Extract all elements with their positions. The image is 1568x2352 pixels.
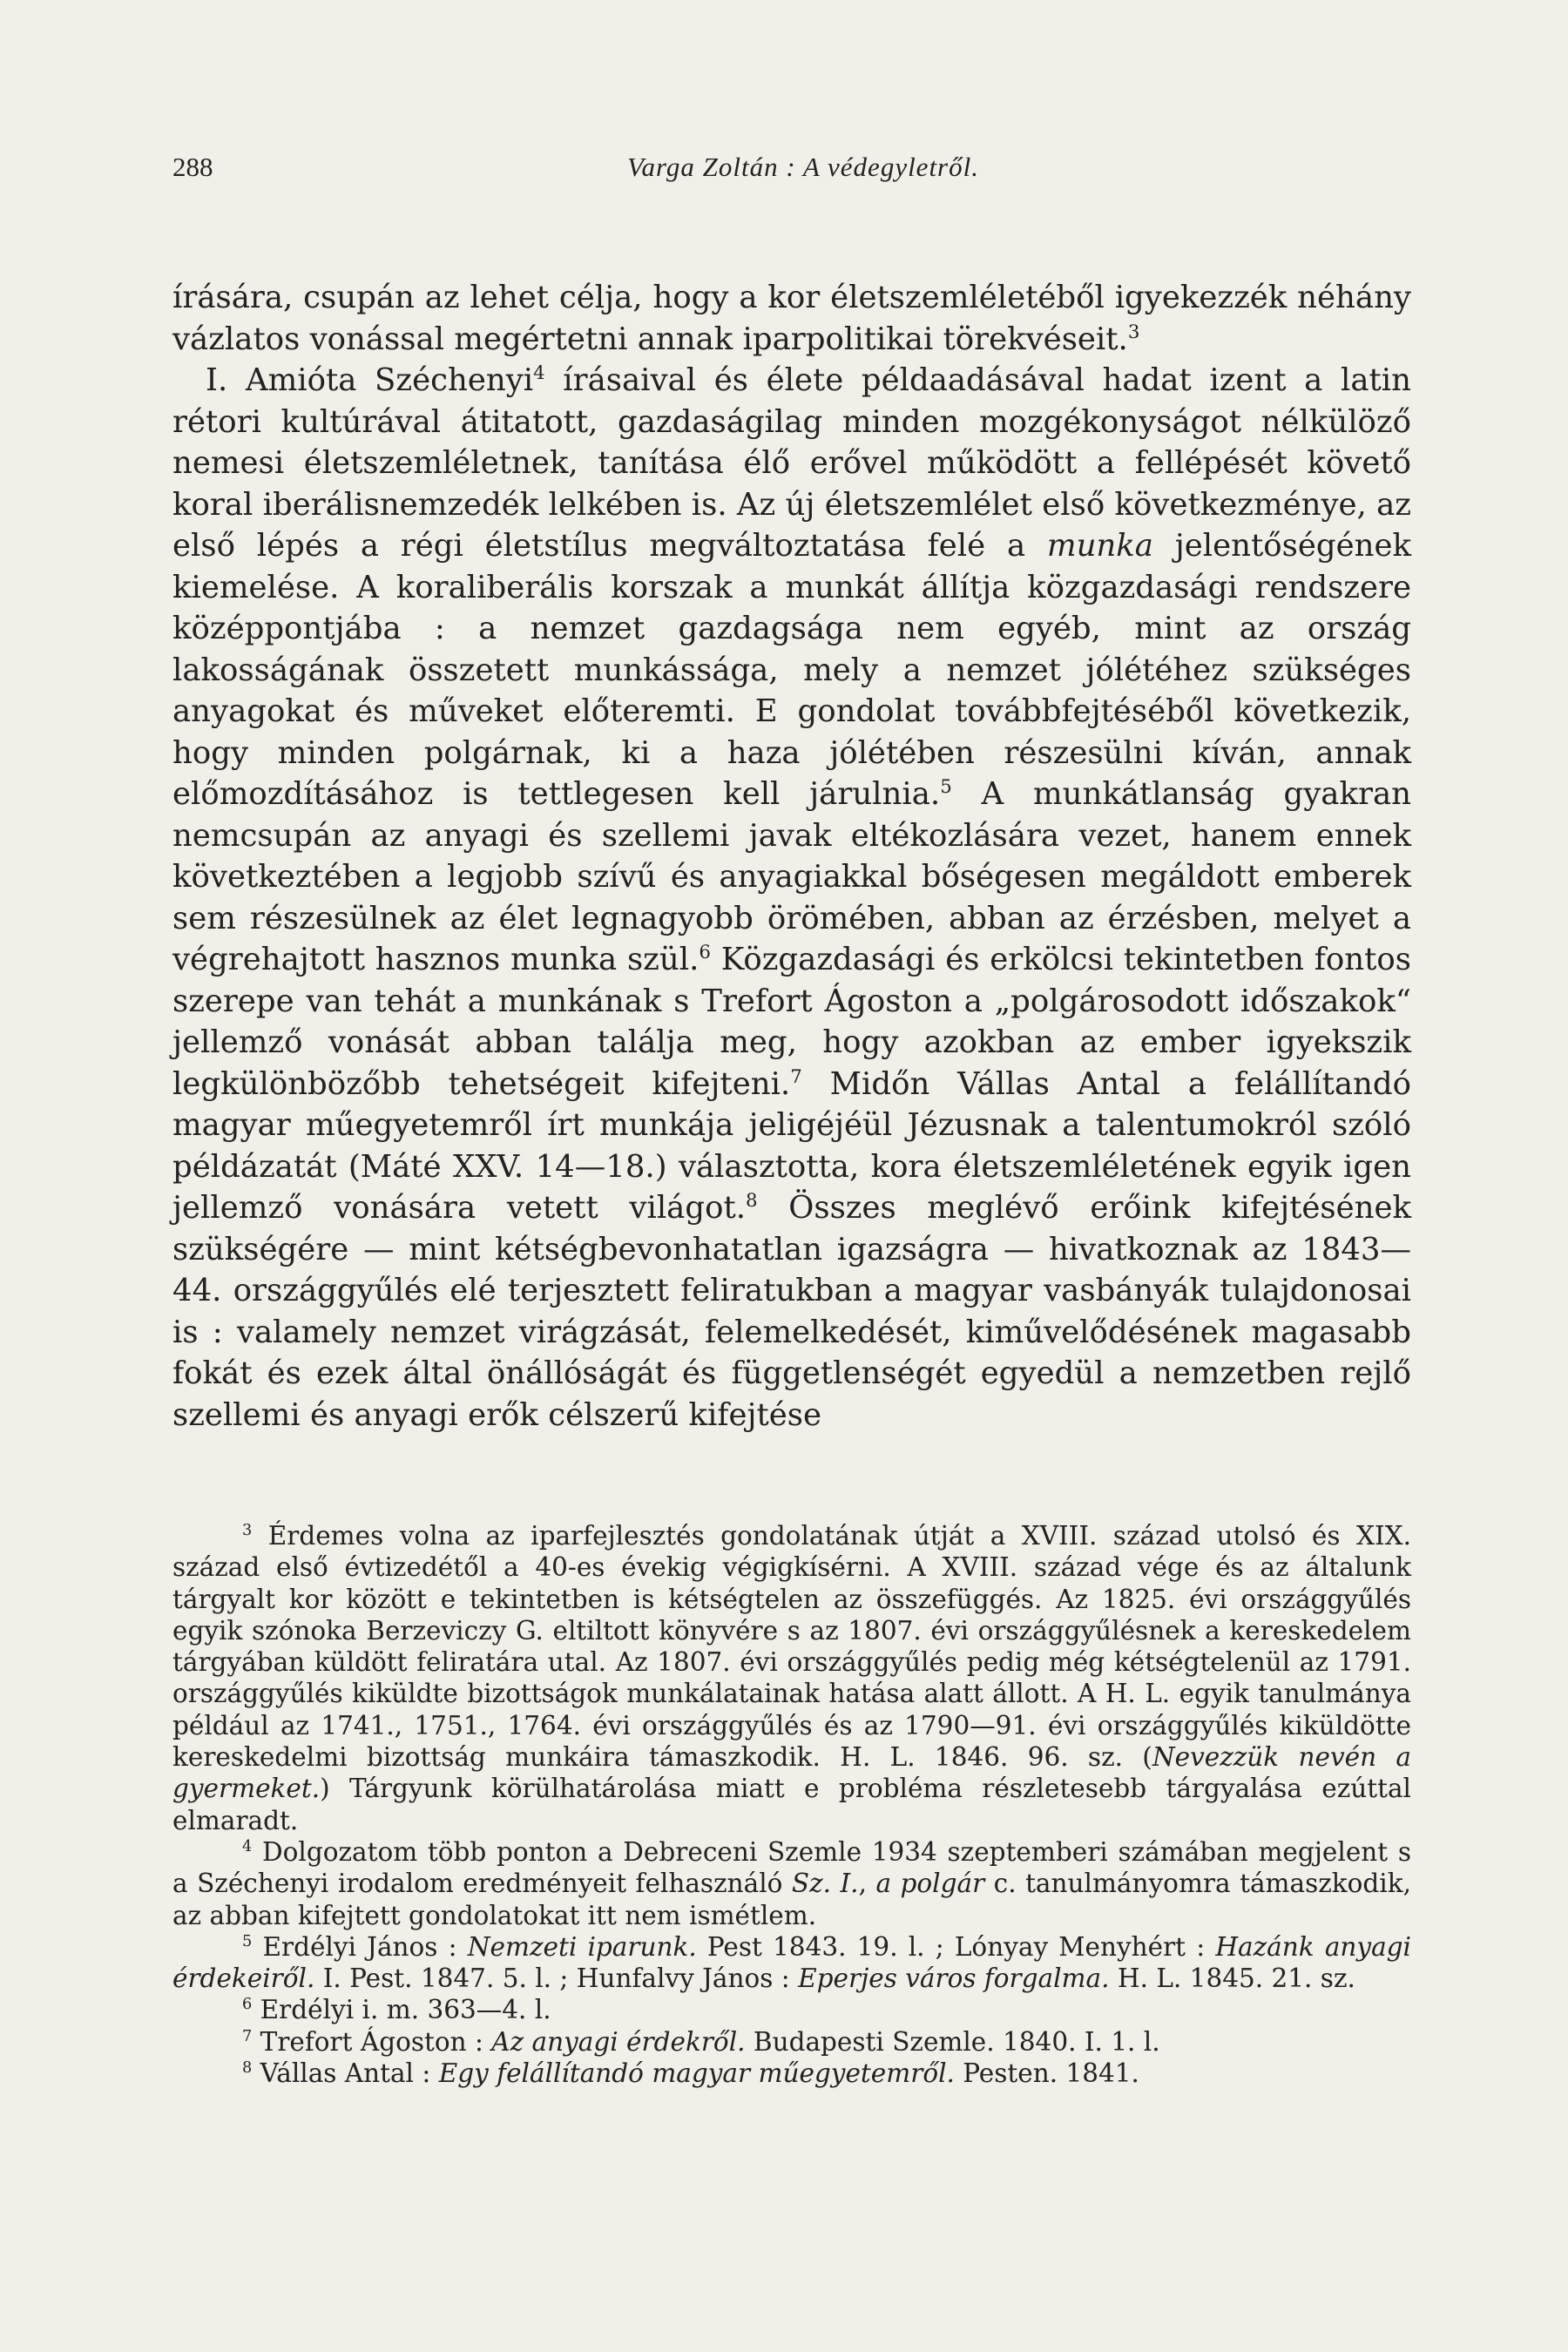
footnote-ref-3: 3: [1127, 321, 1140, 343]
footnote-ref-7: 7: [790, 1065, 802, 1088]
footnote-5: $^5$ Erdélyi János : Nemzeti iparunk. Pest 1843. 19. l. ; Lónyay Menyhért : Hazánk anyagi érdekeiről. I. Pest. 1847. 5. l. ; Hunfalvy János : Eperjes város forgalma. H. L. 1845. 21. sz.: [172, 1931, 1411, 1994]
footnote-ref-6: 6: [699, 942, 711, 964]
footnotes: [172, 1520, 1411, 2089]
paragraph-1: írására, csupán az lehet célja, hogy a kor életszemléletéből igyekezzék néhány vázlatos vonással megértetni annak iparpolitikai törekvéseit.$^3$: [172, 280, 1411, 357]
emphasis-munka: munka: [1046, 528, 1153, 564]
footnote-4: $^4$ Dolgozatom több ponton a Debreceni Szemle 1934 szeptemberi számában megjelent s a Széchenyi irodalom eredményeit felhasználó Sz. I., a polgár c. tanulmányomra támaszkodik, az abban kifejtett gondolatokat itt nem ismétlem.: [172, 1836, 1411, 1930]
footnote-7: $^7$ Trefort Ágoston : Az anyagi érdekről. Budapesti Szemle. 1840. I. 1. l.: [242, 2026, 1160, 2057]
footnote-ref-5: 5: [940, 776, 952, 799]
page-number: 288: [172, 152, 213, 182]
footnote-ref-4: 4: [533, 362, 545, 385]
page-header: [172, 152, 1434, 195]
running-head: Varga Zoltán : A védegyletről.: [627, 152, 979, 182]
footnote-3: $^3$ Érdemes volna az iparfejlesztés gondolatának útját a XVIII. század utolsó és XIX. század első évtizedétől a 40-es évekig végigkísérni. A XVIII. század vége és az általunk tárgyalt kor között e tekintetben is kétségtelen az összefüggés. Az 1825. évi országgyűlés egyik szónoka Berzeviczy G. eltiltott könyvére s az 1807. évi országgyűlésnek a kereskedelem tárgyában küldött feliratára utal. Az 1807. évi országgyűlés pedig még kétségtelenül az 1791. országgyűlés kiküldte bizottságok munkálatainak hatása alatt állott. A H. L. egyik tanulmánya például az 1741., 1751., 1764. évi országgyűlés és az 1790—91. évi országgyűlés kiküldötte kereskedelmi bizottság munkáira támaszkodik. H. L. 1846. 96. sz. (Nevezzük nevén a gyermeket.) Tárgyunk körülhatárolása miatt e probléma részletesebb tárgyalása ezúttal elmaradt.: [172, 1521, 1411, 1835]
body-text: [172, 277, 1411, 1436]
footnote-ref-8: 8: [746, 1190, 758, 1213]
paragraph-2: I. Amióta Széchenyi$^4$ írásaival és élete példaadásával hadat izent a latin rétori kultúrával átitatott, gazdaságilag minden mozgékonyságot nélkülöző nemesi életszemléletnek, tanítása élő erővel működött a fellépését követő koral iberálisnemzedék lelkében is. Az új életszemlélet első következménye, az első lépés a régi életstílus megváltoztatása felé a munka jelentőségének kiemelése. A koraliberális korszak a munkát állítja közgazdasági rendszere középpontjába : a nemzet gazdagsága nem egyéb, mint az ország lakosságának összetett munkássága, mely a nemzet jólétéhez szükséges anyagokat és műveket előteremti. E gondolat továbbfejtéséből következik, hogy minden polgárnak, ki a haza jólétében részesülni kíván, annak előmozdításához is tettlegesen kell járulnia.$^5$ A munkátlanság gyakran nemcsupán az anyagi és szellemi javak eltékozlására vezet, hanem ennek következtében a legjobb szívű és anyagiakkal bőségesen megáldott emberek sem részesülnek az élet legnagyobb örömében, abban az érzésben, melyet a végrehajtott hasznos munka szül.$^6$ Közgazdasági és erkölcsi tekintetben fontos szerepe van tehát a munkának s Trefort Ágoston a „polgárosodott időszakok“ jellemző vonását abban találja meg, hogy azokban az ember igyekszik legkülönbözőbb tehetségeit kifejteni.$^7$ Midőn Vállas Antal a felállítandó magyar műegyetemről írt munkája jeligéjéül Jézusnak a talentumokról szóló példázatát (Máté XXV. 14—18.) választotta, kora életszemléletének egyik igen jellemző vonására vetett világot.$^8$ Összes meglévő erőink kifejtésének szükségére — mint kétségbevonhatatlan igazságra — hivatkoznak az 1843—44. országgyűlés elé terjesztett feliratukban a magyar vasbányák tulajdonosai is : valamely nemzet virágzását, felemelkedését, kiművelődésének magasabb fokát és ezek által önállóságát és függetlenségét egyedül a nemzetben rejlő szellemi és anyagi erők célszerű kifejtése: [172, 362, 1412, 1433]
footnote-8: $^8$ Vállas Antal : Egy felállítandó magyar műegyetemről. Pesten. 1841.: [242, 2058, 1139, 2089]
footnote-6: $^6$ Erdélyi i. m. 363—4. l.: [242, 1995, 551, 2025]
